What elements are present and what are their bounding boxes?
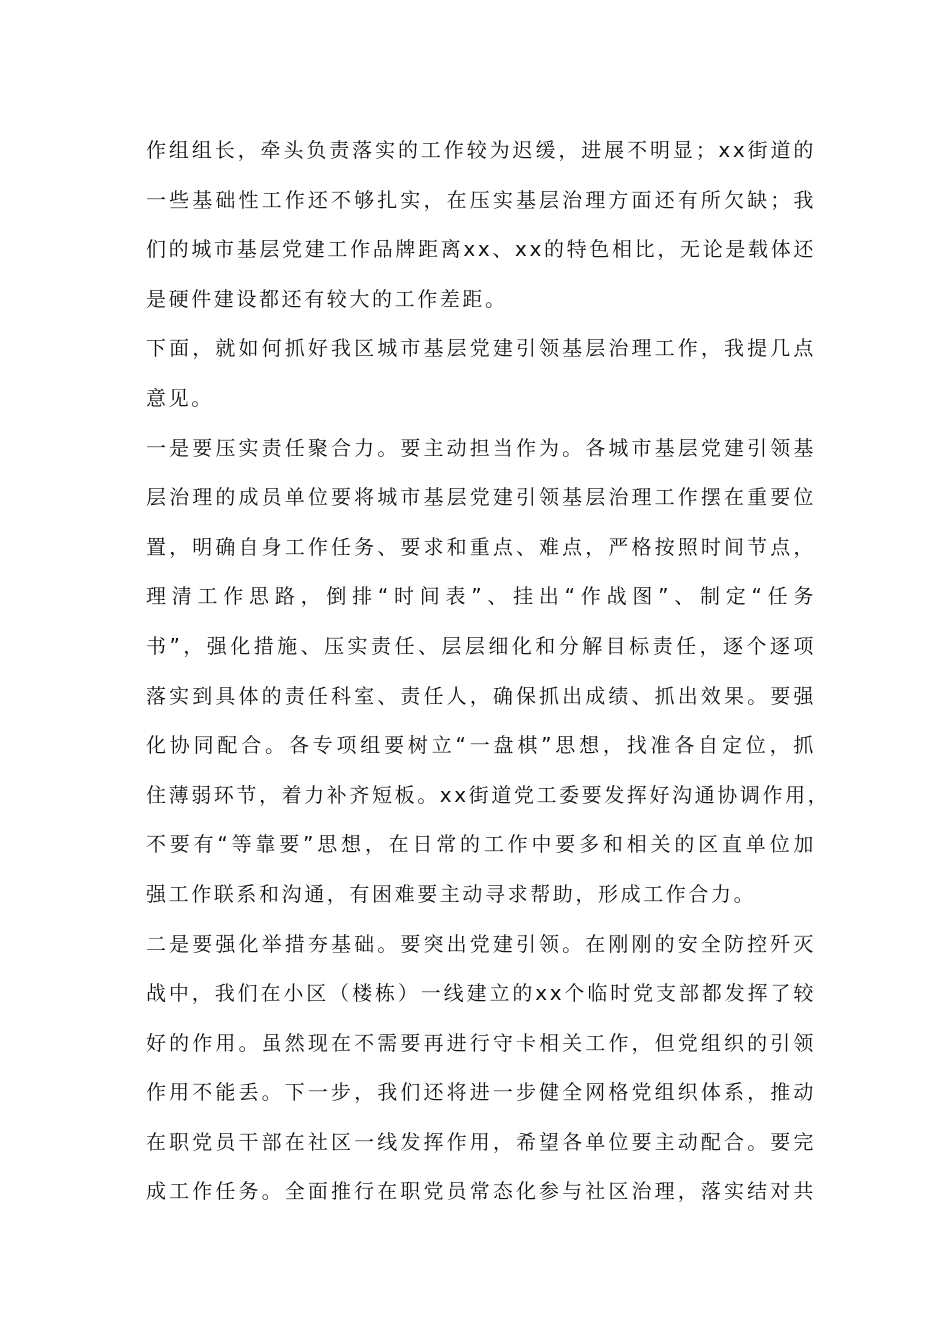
text-line: 化协同配合。各专项组要树立“一盘棋”思想，找准各自定位，抓 [146,733,816,758]
text-line: 战中，我们在小区（楼栋）一线建立的xx个临时党支部都发挥了较 [146,981,816,1006]
text-line: 们的城市基层党建工作品牌距离xx、xx的特色相比，无论是载体还 [146,237,816,262]
paragraph-1 [146,130,816,328]
text-line: 落实到具体的责任科室、责任人，确保抓出成绩、抓出效果。要强 [146,683,816,708]
text-line: 成工作任务。全面推行在职党员常态化参与社区治理，落实结对共 [146,1179,816,1204]
text-line: 下面，就如何抓好我区城市基层党建引领基层治理工作，我提几点 [146,336,816,361]
text-line: 层治理的成员单位要将城市基层党建引领基层治理工作摆在重要位 [146,485,816,510]
text-line: 作用不能丢。下一步，我们还将进一步健全网格党组织体系，推动 [146,1080,816,1105]
text-line: 好的作用。虽然现在不需要再进行守卡相关工作，但党组织的引领 [146,1030,816,1055]
text-line: 在职党员干部在社区一线发挥作用，希望各单位要主动配合。要完 [146,1129,816,1154]
text-line: 住薄弱环节，着力补齐短板。xx街道党工委要发挥好沟通协调作用， [146,782,831,807]
document-body [146,130,831,1221]
text-line: 置，明确自身工作任务、要求和重点、难点，严格按照时间节点， [146,534,816,559]
paragraph-3 [146,428,831,924]
text-line: 强工作联系和沟通，有困难要主动寻求帮助，形成工作合力。 [146,881,757,906]
text-line: 二是要强化举措夯基础。要突出党建引领。在刚刚的安全防控歼灭 [146,931,816,956]
text-line: 不要有“等靠要”思想，在日常的工作中要多和相关的区直单位加 [146,832,816,857]
text-line: 一是要压实责任聚合力。要主动担当作为。各城市基层党建引领基 [146,435,816,460]
paragraph-2 [146,328,816,427]
paragraph-4 [146,924,816,1222]
text-line: 一些基础性工作还不够扎实，在压实基层治理方面还有所欠缺；我 [146,187,816,212]
text-line: 理清工作思路，倒排“时间表”、挂出“作战图”、制定“任务 [146,584,816,609]
text-line: 是硬件建设都还有较大的工作差距。 [146,286,508,311]
text-line: 作组组长，牵头负责落实的工作较为迟缓，进展不明显；xx街道的 [146,138,816,162]
text-line: 意见。 [146,385,214,410]
text-line: 书”，强化措施、压实责任、层层细化和分解目标责任，逐个逐项 [146,633,816,658]
